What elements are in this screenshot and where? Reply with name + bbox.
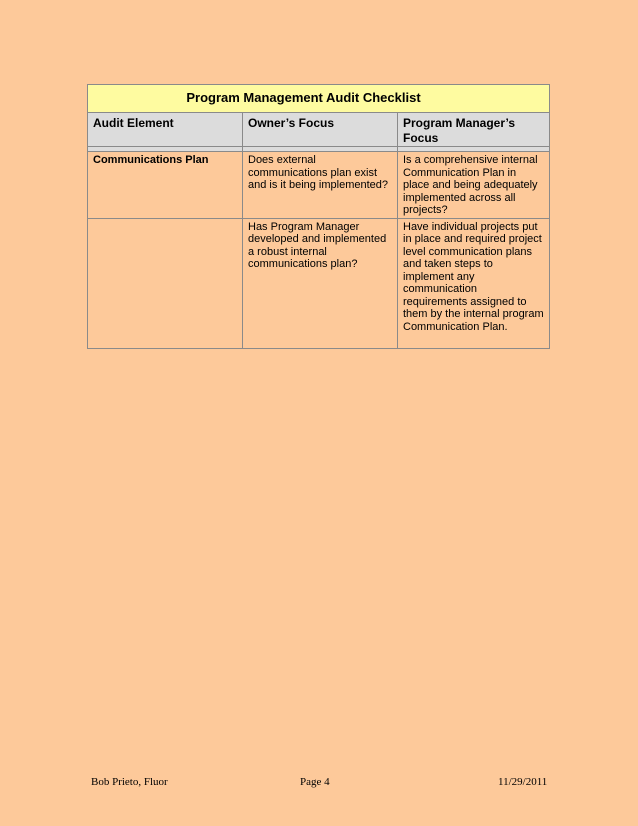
row-owners-focus: Does external communications plan exist and is it being implemented? (243, 152, 398, 219)
row-program-managers-focus: Have individual projects put in place and required project level communication plans and taken steps to implement any communication requirements assigned to them by the internal program Communication Plan. (398, 218, 550, 348)
row-owners-focus: Has Program Manager developed and implemented a robust internal communications plan? (243, 218, 398, 348)
row-program-managers-focus: Is a comprehensive internal Communication Plan in place and being adequately implemented across all projects? (398, 152, 550, 219)
table-header-row (88, 113, 550, 147)
footer-date: 11/29/2011 (498, 776, 548, 788)
audit-checklist-table (87, 84, 550, 349)
header-audit-element: Audit Element (88, 113, 243, 147)
table-row (88, 152, 550, 219)
row-audit-element: Communications Plan (88, 152, 243, 219)
footer-author: Bob Prieto, Fluor (91, 776, 168, 788)
table-title: Program Management Audit Checklist (186, 89, 421, 105)
table-title-cell (88, 85, 550, 113)
row-audit-element (88, 218, 243, 348)
table-row (88, 218, 550, 348)
footer-page-number: Page 4 (300, 776, 330, 788)
header-owners-focus: Owner’s Focus (243, 113, 398, 147)
header-program-managers-focus: Program Manager’s Focus (398, 113, 550, 147)
table-title-row (88, 85, 550, 113)
